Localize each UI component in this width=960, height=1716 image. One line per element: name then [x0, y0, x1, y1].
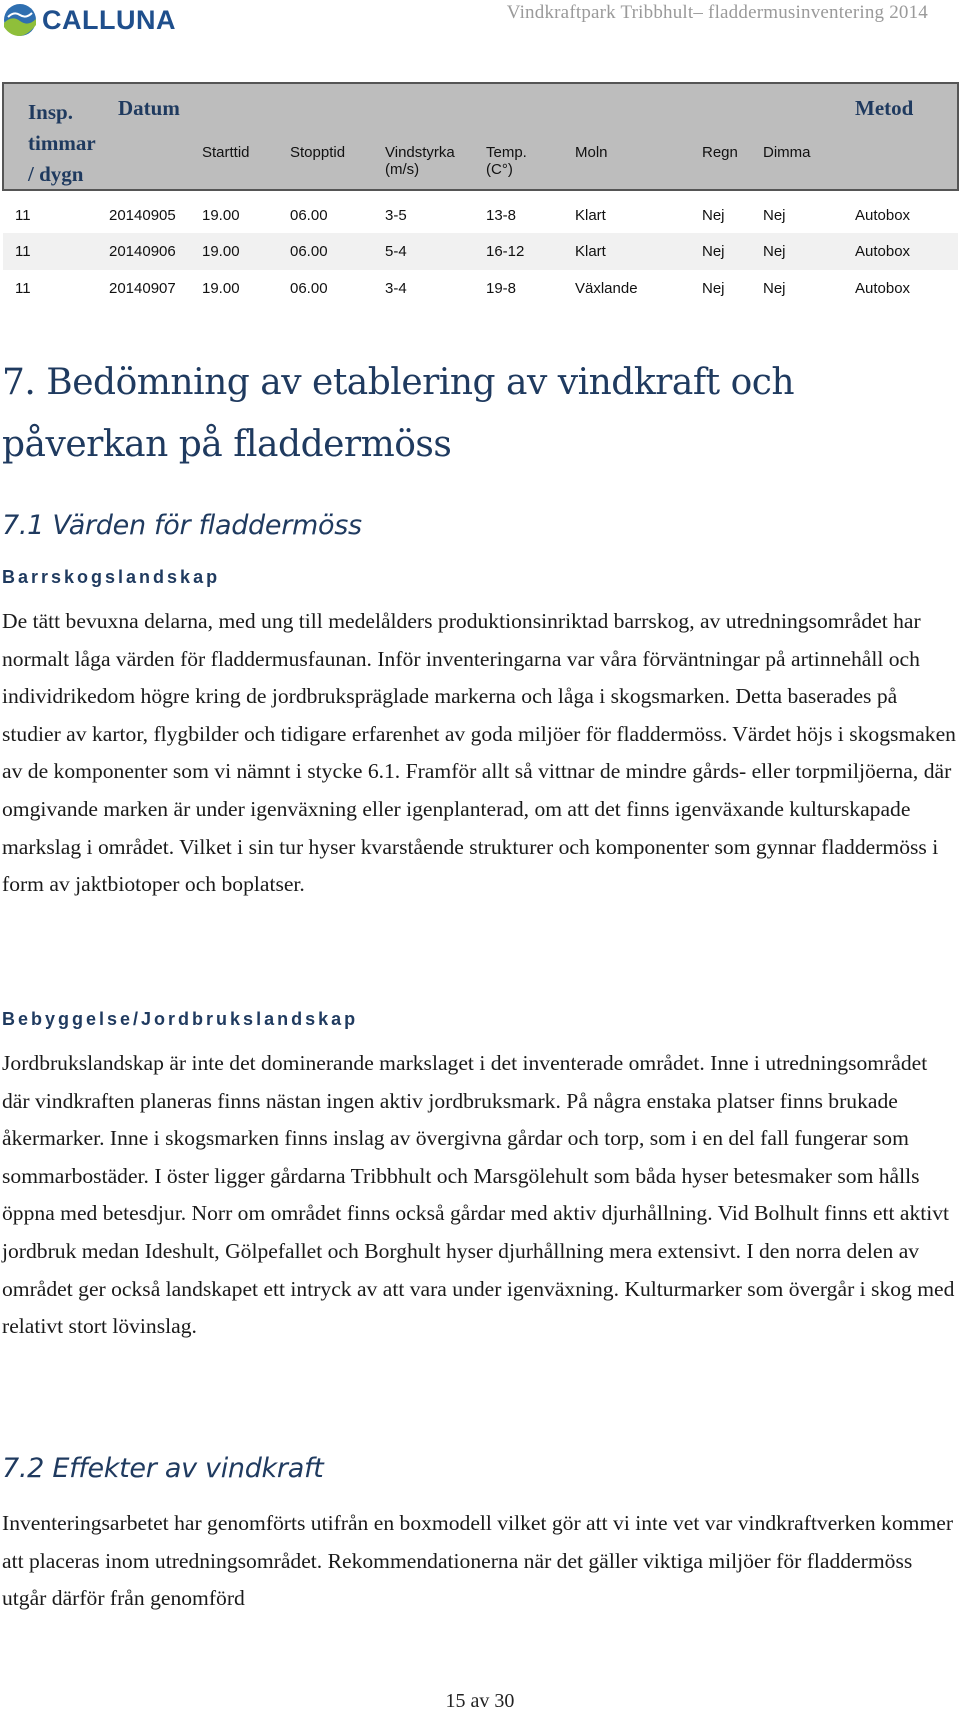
paragraph-barrskog: De tätt bevuxna delarna, med ung till medelålders produktionsinriktad barrskog, av utredningsområdet har normalt låga värden för fladdermusfaunan. Inför inventeringarna var våra förväntningar på artinnehåll och individrikedom högre kring de jordbrukspräglade markerna och låga i skogsmarken. Detta baserades på studier av kartor, flygbilder och tidigare erfarenhet av goda miljöer för fladdermöss. Värdet höjs i skogsmaken av de komponenter som vi nämnt i stycke 6.1. Framför allt så vittnar de mindre gårds- eller torpmiljöerna, där omgivande marken är under igenväxning eller igenplanterad, om att det finns igenväxande kulturskapade markslag i området. Vilket i sin tur hyser kvarstående strukturer och komponenter som gynnar fladdermöss i form av jaktbiotoper och boplatser.: [2, 609, 956, 897]
table-row: [3, 233, 958, 270]
col-vindstyrka: Vindstyrka (m/s): [385, 83, 486, 190]
col-metod: [855, 83, 958, 190]
col-regn: Regn: [702, 83, 763, 190]
cell-dimma: Nej: [763, 206, 786, 224]
cell-starttid: 19.00: [202, 280, 240, 297]
cell-moln: Klart: [575, 243, 606, 260]
document-title: Vindkraftpark Tribbhult– fladdermusinventering 2014: [506, 2, 928, 23]
col-starttid: Starttid: [202, 83, 290, 190]
cell-stopptid: 06.00: [290, 280, 328, 297]
cell-metod: Autobox: [855, 243, 911, 260]
cell-insp: 11: [15, 206, 31, 224]
cell-starttid: 19.00: [202, 206, 240, 224]
subheading-bebyggelse: Bebyggelse/Jordbrukslandskap: [2, 1009, 359, 1029]
cell-vindstyrka: 5-4: [385, 243, 407, 260]
cell-datum: 20140907: [109, 280, 176, 297]
calluna-logo: [2, 3, 176, 37]
cell-vindstyrka: 3-4: [385, 280, 407, 297]
section-7-1-heading: 7.1 Värden för fladdermöss: [2, 510, 362, 541]
cell-moln: Klart: [575, 206, 606, 224]
calluna-logo-icon: [2, 3, 38, 37]
cell-dimma: Nej: [763, 280, 786, 297]
cell-temp: 19-8: [486, 280, 517, 297]
col-insp: [3, 83, 109, 190]
cell-regn: Nej: [702, 206, 725, 224]
paragraph-effekter: Inventeringsarbetet har genomförts utifrån en boxmodell vilket gör att vi inte vet var vindkraftverken kommer att placeras inom utredningsområdet. Rekommendationerna när det gäller viktiga miljöer för fladdermöss utgår därför från genomförd: [2, 1511, 954, 1611]
col-temp: Temp. (C°): [486, 83, 575, 190]
logo-text: CALLUNA: [42, 4, 176, 35]
paragraph-jordbruk: Jordbrukslandskap är inte det dominerande markslaget i det inventerade området. Inne i utredningsområdet där vindkraften planeras finns nästan ingen aktiv jordbruksmark. På några enstaka platser finns brukade åkermarker. Inne i skogsmarken finns inslag av övergivna gårdar och torp, som i en del fall fungerar som sommarbostäder. I öster ligger gårdarna Tribbhult och Marsgölehult som båda hyser betesmaker som hålls öppna med betesdjur. Norr om området finns också gårdar med aktiv djurhållning. Vid Bolhult finns ett aktivt jordbruk medan Ideshult, Gölpefallet och Borghult hyser djurhållning mera extensivt. I den norra delen av området ger också landskapet ett intryck av att vara under igenväxning. Kulturmarker som övergår i skog med relativt stort lövinslag.: [2, 1051, 955, 1339]
cell-stopptid: 06.00: [290, 243, 328, 260]
cell-vindstyrka: 3-5: [385, 206, 407, 224]
cell-metod: Autobox: [855, 206, 911, 224]
cell-insp: 11: [15, 280, 31, 297]
col-insp-line-3: / dygn: [28, 162, 84, 186]
cell-starttid: 19.00: [202, 243, 240, 260]
cell-temp: 13-8: [486, 206, 517, 224]
subheading-barrskogslandskap: Barrskogslandskap: [2, 567, 221, 587]
cell-regn: Nej: [702, 280, 725, 297]
cell-temp: 16-12: [486, 243, 525, 260]
cell-moln: Växlande: [575, 280, 638, 297]
cell-metod: Autobox: [855, 280, 911, 297]
col-metod-label: Metod: [855, 96, 914, 120]
cell-datum: 20140905: [109, 206, 176, 224]
col-insp-line-1: Insp.: [28, 100, 73, 124]
table-row: [3, 270, 958, 307]
cell-stopptid: 06.00: [290, 206, 328, 224]
cell-insp: 11: [15, 243, 31, 260]
page-header: [0, 0, 960, 40]
table-row: [3, 190, 958, 233]
section-7-2-heading: 7.2 Effekter av vindkraft: [2, 1453, 324, 1484]
cell-dimma: Nej: [763, 243, 786, 260]
table-header-row: [3, 83, 958, 190]
col-insp-line-2: timmar: [28, 131, 96, 155]
section-7-heading: 7. Bedömning av etablering av vindkraft och påverkan på fladdermöss: [2, 362, 795, 465]
col-datum: [109, 83, 202, 190]
col-datum-label: Datum: [118, 96, 180, 120]
page-number: 15 av 30: [445, 1690, 515, 1712]
inventory-table: [2, 82, 959, 307]
cell-regn: Nej: [702, 243, 725, 260]
col-moln: Moln: [575, 83, 702, 190]
col-dimma: Dimma: [763, 83, 855, 190]
cell-datum: 20140906: [109, 243, 176, 260]
col-stopptid: Stopptid: [290, 83, 385, 190]
